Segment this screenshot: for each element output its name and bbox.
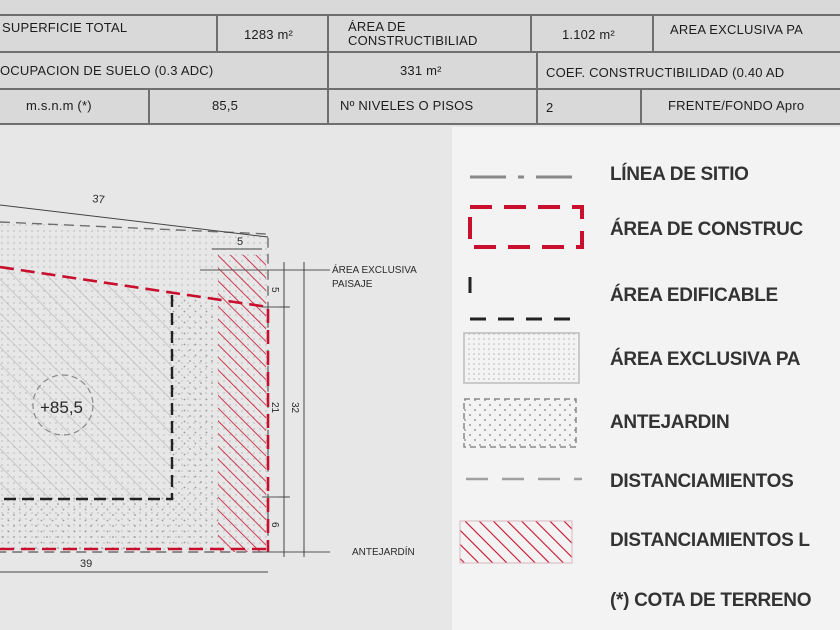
dim-right-mid-text: 21 [269, 402, 280, 414]
label-antejardin: ANTEJARDÍN [352, 547, 415, 558]
dim-right-lower-text: 6 [269, 522, 280, 528]
superficie-label: SUPERFICIE TOTAL [2, 20, 128, 35]
info-table [0, 0, 840, 125]
site-plan [0, 127, 452, 630]
msnm-value: 85,5 [212, 98, 239, 113]
legend-panel [452, 127, 840, 630]
dim-top-right-text: 5 [237, 236, 244, 248]
dim-bottom-text: 39 [80, 558, 93, 570]
dim-right-total-text: 32 [289, 402, 300, 414]
legend-construction-symbol [470, 207, 582, 247]
table-rule [148, 88, 150, 124]
legend-exclusive-symbol [464, 333, 579, 383]
ocupacion-value: 331 m² [400, 63, 442, 78]
label-paisaje-line2: PAISAJE [332, 279, 373, 290]
frente-fondo-label: FRENTE/FONDO Apro [668, 98, 805, 113]
legend-symbols [452, 127, 612, 630]
table-rule [640, 88, 642, 124]
area-constructibilidad-line2: CONSTRUCTIBILIAD [348, 33, 478, 48]
legend-antejardin-symbol [464, 399, 576, 447]
legend-label-distances-l: DISTANCIAMIENTOS L [610, 530, 810, 551]
antejardin-side [172, 297, 215, 497]
setback-strip [218, 255, 266, 552]
table-rule [0, 123, 840, 125]
legend-distances-hatch-symbol [460, 521, 572, 563]
legend-label-terrain-elevation: (*) COTA DE TERRENO [610, 590, 812, 611]
antejardin-area [0, 497, 220, 552]
niveles-label: Nº NIVELES O PISOS [340, 98, 474, 113]
msnm-label: m.s.n.m (*) [26, 98, 92, 113]
superficie-value: 1283 m² [244, 27, 294, 42]
site-plan-drawing [0, 127, 452, 630]
table-rule [536, 51, 538, 124]
legend-label-antejardin: ANTEJARDIN [610, 412, 730, 433]
table-rule [0, 88, 840, 90]
dim-top-text: 37 [91, 193, 106, 207]
table-rule [530, 14, 532, 52]
niveles-value: 2 [546, 100, 554, 115]
table-rule [0, 14, 840, 16]
legend-label-construction: ÁREA DE CONSTRUC [610, 219, 803, 240]
ocupacion-label: OCUPACION DE SUELO (0.3 ADC) [0, 63, 214, 78]
table-rule [0, 51, 840, 53]
coef-constructibilidad-label: COEF. CONSTRUCTIBILIDAD (0.40 AD [546, 65, 785, 80]
area-constructibilidad-value: 1.102 m² [562, 27, 615, 42]
legend-label-site-line: LÍNEA DE SITIO [610, 164, 749, 185]
dim-right-upper-text: 5 [269, 287, 280, 293]
buildable-area-hatch [0, 267, 172, 499]
table-rule [216, 14, 218, 52]
legend-label-exclusive: ÁREA EXCLUSIVA PA [610, 349, 801, 370]
table-rule [652, 14, 654, 52]
table-rule [327, 14, 329, 124]
area-constructibilidad-label [348, 20, 478, 48]
legend-label-buildable: ÁREA EDIFICABLE [610, 285, 778, 306]
label-paisaje-line1: ÁREA EXCLUSIVA [332, 265, 417, 276]
elevation-label: +85,5 [40, 398, 84, 417]
area-constructibilidad-line1: ÁREA DE [348, 20, 406, 34]
legend-label-distances: DISTANCIAMIENTOS [610, 471, 794, 492]
area-exclusiva-label: AREA EXCLUSIVA PA [670, 22, 803, 37]
